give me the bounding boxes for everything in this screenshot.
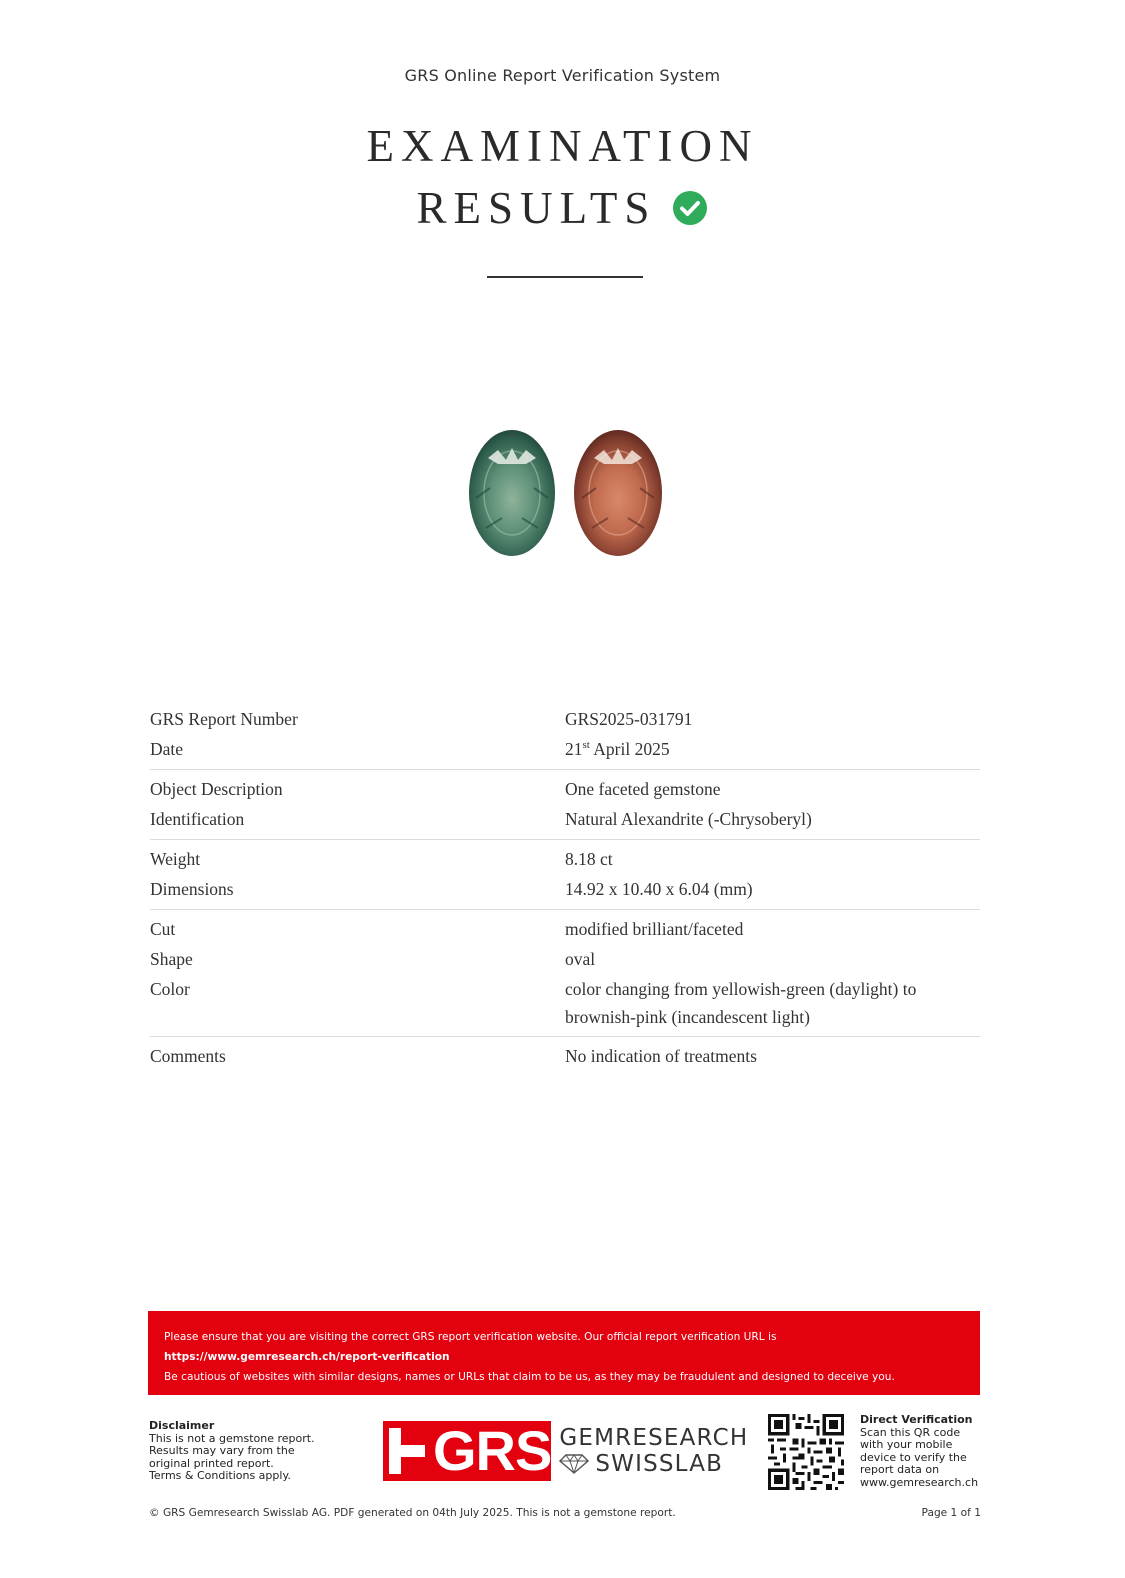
object-description-value: One faceted gemstone [565, 779, 721, 799]
logo-line2-wrap [559, 1451, 748, 1477]
logo-line1: GEMRESEARCH [559, 1425, 749, 1451]
row-dimensions [150, 874, 980, 904]
grs-logo-text: GRS [433, 1419, 552, 1482]
warning-line1: Please ensure that you are visiting the correct GRS report verification website. Our official report verification URL is [164, 1331, 777, 1343]
details-group-measurements [150, 840, 980, 910]
weight-label: Weight [150, 849, 201, 869]
title-divider [487, 276, 643, 278]
row-identification [150, 804, 980, 834]
details-group-object [150, 770, 980, 840]
color-value [565, 974, 980, 1031]
details-group-comments [150, 1037, 980, 1076]
row-report-number [150, 704, 980, 734]
date-value [565, 734, 980, 764]
disclaimer-heading: Disclaimer [149, 1419, 215, 1432]
shape-label: Shape [150, 949, 193, 969]
cut-label: Cut [150, 919, 176, 939]
direct-verification-line: device to verify the [860, 1450, 967, 1464]
report-number-label: GRS Report Number [150, 709, 298, 729]
disclaimer-line: This is not a gemstone report. [149, 1431, 315, 1445]
dimensions-value: 14.92 x 10.40 x 6.04 (mm) [565, 879, 753, 899]
system-title: GRS Online Report Verification System [404, 66, 721, 85]
page-title-line2 [0, 182, 1125, 234]
direct-verification-heading: Direct Verification [860, 1413, 973, 1426]
details-group-appearance [150, 910, 980, 1037]
date-rest: April 2025 [589, 739, 670, 759]
color-value-line1: color changing from yellowish-green (daylight) to [565, 979, 917, 999]
direct-verification [860, 1414, 985, 1490]
warning-line3: Be cautious of websites with similar designs, names or URLs that claim to be us, as they may be fraudulent and designed to deceive you. [164, 1371, 895, 1383]
page-footer [149, 1507, 981, 1519]
identification-value: Natural Alexandrite (-Chrysoberyl) [565, 809, 812, 829]
page-title-results: RESULTS [416, 183, 657, 233]
logo-line2: SWISSLAB [595, 1451, 724, 1477]
grs-logo-wordmark [559, 1425, 748, 1477]
grs-logo [383, 1419, 749, 1482]
direct-verification-line: with your mobile [860, 1438, 953, 1452]
diamond-icon [559, 1454, 589, 1474]
footer-copyright: © GRS Gemresearch Swisslab AG. PDF generated on 04th July 2025. This is not a gemstone report. [149, 1507, 676, 1519]
check-circle-icon [672, 190, 708, 226]
dimensions-label: Dimensions [150, 879, 234, 899]
direct-verification-line: report data on [860, 1463, 940, 1477]
date-suffix: st [582, 739, 590, 752]
row-weight [150, 844, 980, 874]
row-comments [150, 1041, 980, 1071]
cut-value: modified brilliant/faceted [565, 919, 744, 939]
row-color [150, 974, 980, 1031]
grs-logo-mark [383, 1421, 551, 1481]
disclaimer-line: original printed report. [149, 1456, 274, 1470]
report-number-value: GRS2025-031791 [565, 709, 693, 729]
identification-label: Identification [150, 809, 245, 829]
verification-warning-banner [148, 1311, 980, 1395]
direct-verification-link[interactable]: www.gemresearch.ch [860, 1475, 979, 1489]
gemstone-photo [466, 428, 666, 560]
date-label: Date [150, 739, 184, 759]
weight-value: 8.18 ct [565, 849, 613, 869]
row-shape [150, 944, 980, 974]
row-object-description [150, 774, 980, 804]
disclaimer-line: Terms & Conditions apply. [149, 1469, 291, 1483]
footer-page-number: Page 1 of 1 [921, 1507, 981, 1519]
shape-value: oval [565, 949, 596, 969]
direct-verification-line: Scan this QR code [860, 1425, 961, 1439]
disclaimer-line: Results may vary from the [149, 1444, 295, 1458]
color-label: Color [150, 979, 190, 999]
disclaimer [149, 1420, 349, 1483]
details-group-report [150, 700, 980, 770]
comments-label: Comments [150, 1046, 226, 1066]
page-title-line1: EXAMINATION [366, 121, 759, 171]
date-day: 21 [565, 739, 583, 759]
row-cut [150, 914, 980, 944]
color-value-line2: brownish-pink (incandescent light) [565, 1007, 810, 1027]
comments-value: No indication of treatments [565, 1046, 757, 1066]
qr-code[interactable] [768, 1414, 844, 1490]
verification-url-link[interactable]: https://www.gemresearch.ch/report-verification [164, 1351, 450, 1363]
object-description-label: Object Description [150, 779, 283, 799]
row-date [150, 734, 980, 764]
swiss-cross-icon [389, 1428, 425, 1474]
report-details-table [150, 700, 980, 1076]
